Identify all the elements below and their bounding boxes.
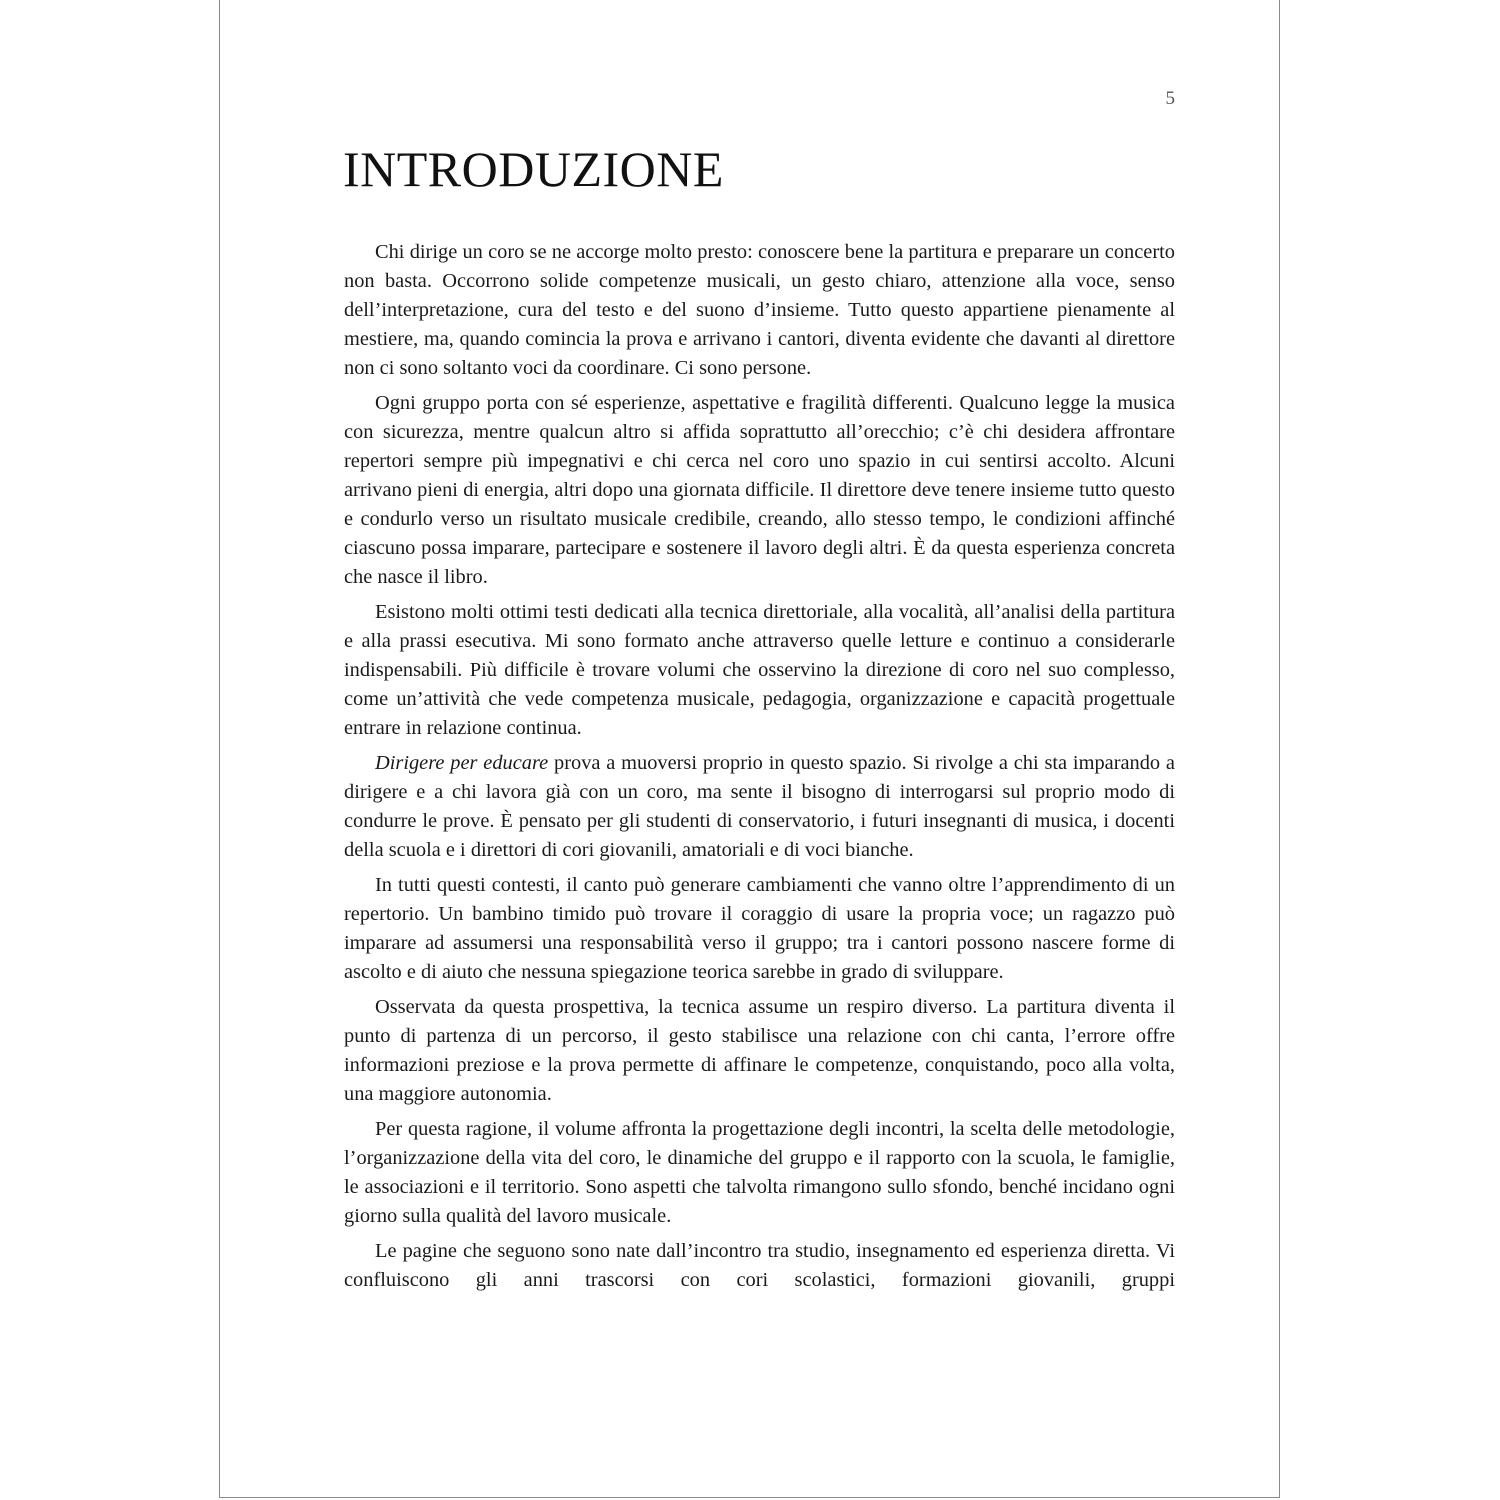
paragraph-2: Ogni gruppo porta con sé esperienze, aspettative e fragilità differenti. Qualcuno legge la musica con sicurezza, mentre qualcun altro si affida soprattutto all’orecchio; c’è chi desidera affrontare repertori sempre più impegnativi e chi cerca nel coro uno spazio in cui sentirsi accolto. Alcuni arrivano pieni di energia, altri dopo una giornata difficile. Il direttore deve tenere insieme tutto questo e condurlo verso un risultato musicale credibile, creando, allo stesso tempo, le condizioni affinché ciascuno possa imparare, partecipare e sostenere il lavoro degli altri. È da questa esperienza concreta che nasce il libro. <box>344 392 1175 588</box>
book-page <box>219 0 1280 1498</box>
book-title-italic: Dirigere per educare <box>375 752 549 774</box>
paragraph-5: In tutti questi contesti, il canto può generare cambiamenti che vanno oltre l’apprendimento di un repertorio. Un bambino timido può trovare il coraggio di usare la propria voce; un ragazzo può imparare ad assumersi una responsabilità verso il gruppo; tra i cantori possono nascere forme di ascolto e di aiuto che nessuna spiegazione teorica sarebbe in grado di sviluppare. <box>344 874 1175 983</box>
paragraph-1: Chi dirige un coro se ne accorge molto presto: conoscere bene la partitura e preparare un concerto non basta. Occorrono solide competenze musicali, un gesto chiaro, attenzione alla voce, senso dell’interpretazione, cura del testo e del suono d’insieme. Tutto questo appartiene pienamente al mestiere, ma, quando comincia la prova e arrivano i cantori, diventa evidente che davanti al direttore non ci sono soltanto voci da coordinare. Ci sono persone. <box>344 241 1175 379</box>
paragraph-8: Le pagine che seguono sono nate dall’incontro tra studio, insegnamento ed esperienza diretta. Vi confluiscono gli anni trascorsi con cori scolastici, formazioni giovanili, gruppi <box>344 1240 1175 1291</box>
paragraph-7: Per questa ragione, il volume affronta la progettazione degli incontri, la scelta delle metodologie, l’organizzazione della vita del coro, le dinamiche del gruppo e il rapporto con la scuola, le famiglie, le associazioni e il territorio. Sono aspetti che talvolta rimangono sullo sfondo, benché incidano ogni giorno sulla qualità del lavoro musicale. <box>344 1118 1175 1227</box>
paragraph-6: Osservata da questa prospettiva, la tecnica assume un respiro diverso. La partitura diventa il punto di partenza di un percorso, il gesto stabilisce una relazione con chi canta, l’errore offre informazioni preziose e la prova permette di affinare le competenze, conquistando, poco alla volta, una maggiore autonomia. <box>344 996 1175 1105</box>
paragraph-4 <box>344 749 1175 865</box>
page-number: 5 <box>1165 88 1175 109</box>
chapter-title: INTRODUZIONE <box>343 141 724 197</box>
paragraph-4-text: prova a muoversi proprio in questo spazio. Si rivolge a chi sta imparando a dirigere e a chi lavora già con un coro, ma sente il bisogno di interrogarsi sul proprio modo di condurre le prove. È pensato per gli studenti di conservatorio, i futuri insegnanti di musica, i docenti della scuola e i direttori di cori giovanili, amatoriali e di voci bianche. <box>344 752 1175 861</box>
paragraph-3: Esistono molti ottimi testi dedicati alla tecnica direttoriale, alla vocalità, all’analisi della partitura e alla prassi esecutiva. Mi sono formato anche attraverso quelle letture e continuo a considerarle indispensabili. Più difficile è trovare volumi che osservino la direzione di coro nel suo complesso, come un’attività che vede competenza musicale, pedagogia, organizzazione e capacità progettuale entrare in relazione continua. <box>344 601 1175 739</box>
body-text <box>344 238 1175 1295</box>
